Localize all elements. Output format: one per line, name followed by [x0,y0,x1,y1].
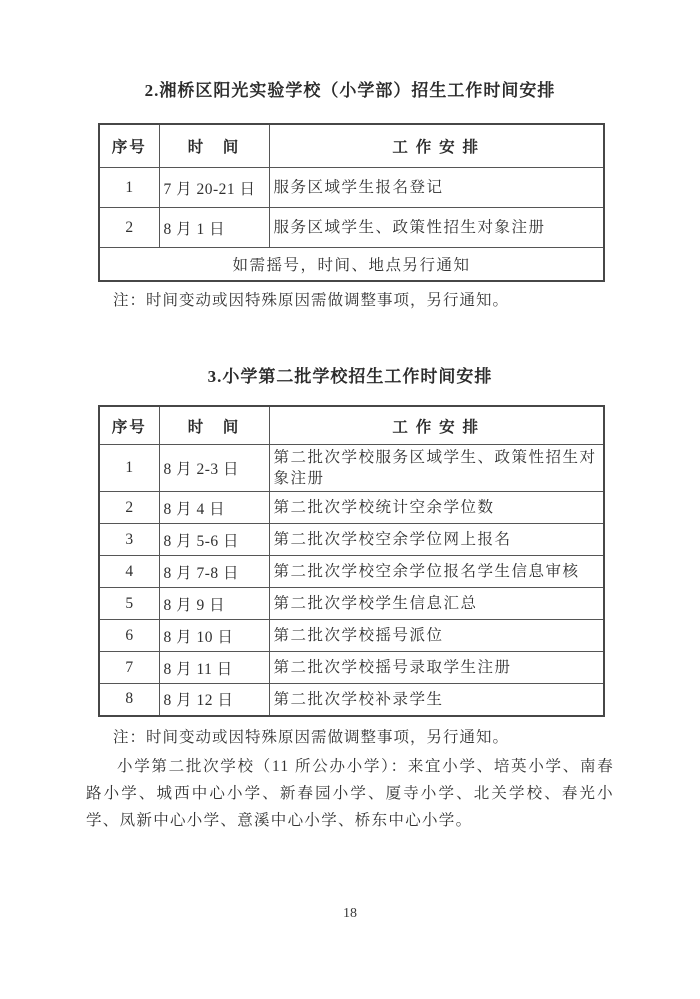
cell-no: 3 [99,524,159,556]
header-cell-task: 工 作 安 排 [269,124,604,168]
section2-note: 注：时间变动或因特殊原因需做调整事项，另行通知。 [113,728,510,746]
table-row [99,556,604,588]
cell-no: 6 [99,620,159,652]
cell-task: 第二批次学校统计空余学位数 [269,492,604,524]
cell-task: 服务区域学生、政策性招生对象注册 [269,208,604,248]
header-cell-time: 时 间 [159,124,269,168]
cell-no: 1 [99,168,159,208]
cell-time: 8 月 5-6 日 [159,524,269,556]
header-cell-time: 时 间 [159,406,269,445]
header-cell-no: 序号 [99,124,159,168]
cell-time: 8 月 1 日 [159,208,269,248]
cell-time: 7 月 20-21 日 [159,168,269,208]
section1-title: 2.湘桥区阳光实验学校（小学部）招生工作时间安排 [144,81,556,100]
table-row [99,492,604,524]
table-row [99,620,604,652]
table-row [99,445,604,492]
cell-time: 8 月 7-8 日 [159,556,269,588]
cell-time: 8 月 4 日 [159,492,269,524]
header-cell-task: 工 作 安 排 [269,406,604,445]
cell-no: 2 [99,208,159,248]
schedule-table-2 [98,405,605,717]
cell-no: 2 [99,492,159,524]
table-header-row [99,124,604,168]
table-row [99,588,604,620]
table-row [99,652,604,684]
table-row [99,524,604,556]
cell-no: 8 [99,684,159,716]
page-number: 18 [343,906,357,921]
cell-time: 8 月 2-3 日 [159,445,269,492]
cell-task: 第二批次学校摇号派位 [269,620,604,652]
cell-task: 第二批次学校空余学位报名学生信息审核 [269,556,604,588]
table-footer-note: 如需摇号，时间、地点另行通知 [99,248,604,282]
cell-time: 8 月 9 日 [159,588,269,620]
section1-note: 注：时间变动或因特殊原因需做调整事项，另行通知。 [113,292,510,309]
table-footer-row [99,248,604,282]
cell-task: 第二批次学校摇号录取学生注册 [269,652,604,684]
table-header-row [99,406,604,445]
cell-no: 1 [99,445,159,492]
table-row [99,168,604,208]
cell-task: 服务区域学生报名登记 [269,168,604,208]
cell-no: 7 [99,652,159,684]
cell-time: 8 月 10 日 [159,620,269,652]
section2-title: 3.小学第二批学校招生工作时间安排 [207,367,493,386]
cell-no: 4 [99,556,159,588]
cell-task: 第二批次学校补录学生 [269,684,604,716]
cell-task: 第二批次学校空余学位网上报名 [269,524,604,556]
table-row [99,208,604,248]
schedule-table-1 [98,123,605,282]
table-row [99,684,604,716]
second-batch-school-list: 小学第二批次学校（11 所公办小学）：来宜小学、培英小学、南春路小学、城西中心小学、新春园小学、厦寺小学、北关学校、春光小学、凤新中心小学、意溪中心小学、桥东中心小学。 [86,757,614,829]
cell-time: 8 月 11 日 [159,652,269,684]
cell-time: 8 月 12 日 [159,684,269,716]
header-cell-no: 序号 [99,406,159,445]
cell-task: 第二批次学校学生信息汇总 [269,588,604,620]
cell-task: 第二批次学校服务区域学生、政策性招生对象注册 [269,445,604,492]
cell-no: 5 [99,588,159,620]
